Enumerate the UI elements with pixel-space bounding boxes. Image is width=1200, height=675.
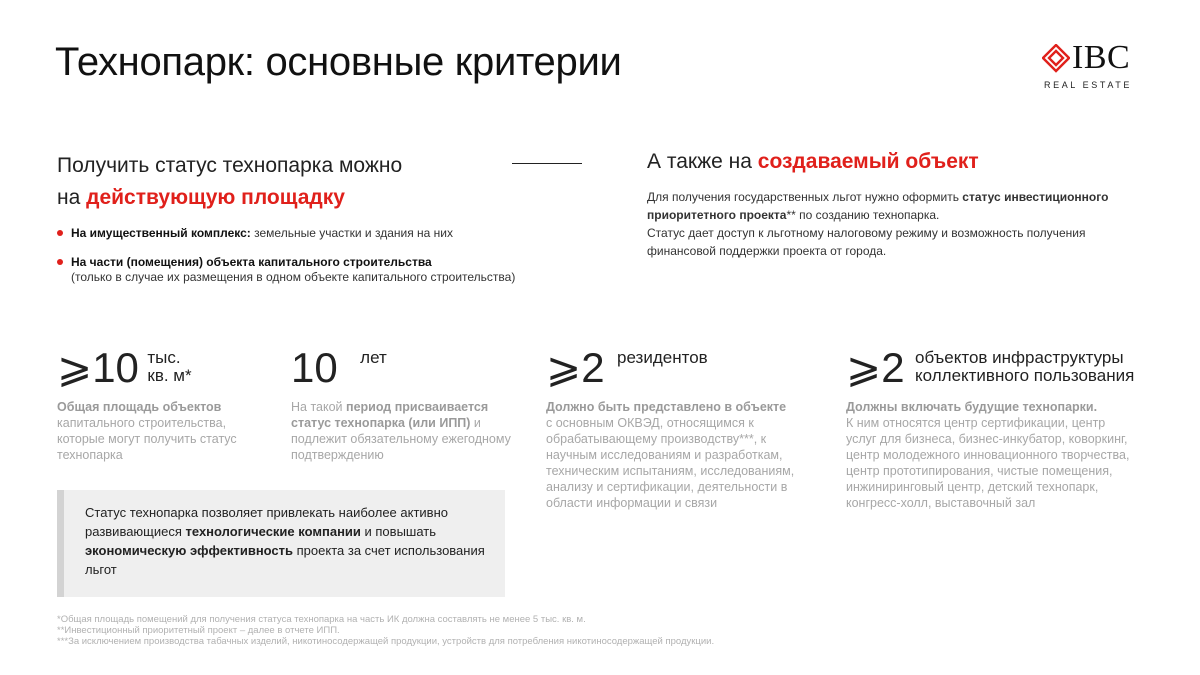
lead-line-2 [57,182,402,214]
right-heading [647,150,979,174]
note-part-1: Статус технопарка позволяет привлекать наиболее активно развивающиеся [85,505,448,539]
note-text [85,503,485,579]
stat-period [291,345,511,463]
divider-line [512,163,582,164]
logo-wordmark: IBC [1072,39,1131,76]
list-item [57,255,617,285]
stat-desc-prefix: На такой [291,400,347,414]
stat-desc-bold: период присваивается статус технопарка (или ИПП) [291,400,489,430]
stat-area [57,345,267,463]
stat-value: ⩾2 [846,344,905,391]
stat-description [291,399,511,463]
stat-unit: тыс. кв. м* [147,348,192,385]
stat-description [57,399,267,463]
footnote: *Общая площадь помещений для получения статуса технопарка на часть ИК должна составлять не менее 5 тыс. кв. м. [57,614,586,625]
list-item [57,226,617,241]
bullet-dot-icon [57,230,63,236]
stat-value: ⩾2 [546,344,605,391]
right-heading-highlight: создаваемый объект [757,150,979,173]
footnote: **Инвестиционный приоритетный проект – далее в отчете ИПП. [57,625,340,636]
bullet-bold: На части (помещения) объекта капитального строительства [71,255,432,269]
lead-highlight: действующую площадку [86,186,345,209]
stat-desc-text: К ним относятся центр сертификации, центр услуг для бизнеса, бизнес-инкубатор, коворкинг, центр молодежного инновационного творчества, центр прототипирования, чистые помещения, инжиниринговый центр, детский технопарк, конгресс-холл, выставочный зал [846,416,1130,510]
right-heading-prefix: А также на [647,150,758,173]
lead-line-1: Получить статус технопарка можно [57,154,403,177]
stat-description [846,399,1136,511]
bullet-text: земельные участки и здания на них [250,226,453,240]
stat-unit: резидентов [617,348,708,367]
stat-infrastructure [846,345,1136,511]
stat-unit: объектов инфраструктуры коллективного пользования [915,348,1135,385]
page-title: Технопарк: основные критерии [55,40,622,84]
lead-text [57,150,402,214]
bullet-dot-icon [57,259,63,265]
note-accent-bar [57,490,64,597]
diamond-logo-icon [1042,44,1070,74]
bullet-bold: На имущественный комплекс: [71,226,251,240]
lead-line-2-prefix: на [57,186,87,209]
right-para-part-2: ** по созданию технопарка. [786,208,940,222]
right-para-part-1: Для получения государственных льгот нужно оформить [647,190,963,204]
footnote: ***За исключением производства табачных изделий, никотиносодержащей продукции, устройств для потребления никотиносодержащей продукции. [57,636,715,647]
bullet-subtext: (только в случае их размещения в одном объекте капитального строительства) [71,270,516,284]
stat-desc-text: капитального строительства, которые могут получить статус технопарка [57,416,237,462]
note-part-2: и повышать [360,524,437,539]
logo-subtitle: REAL ESTATE [1044,80,1132,90]
right-para-part-3: Статус дает доступ к льготному налоговому режиму и возможность получения финансовой поддержки проекта от города. [647,226,1086,258]
stat-description [546,399,801,511]
note-part-3: проекта за счет использования льгот [85,543,485,577]
stat-desc-bold: Общая площадь объектов [57,400,222,414]
right-paragraph [647,188,1117,260]
note-bold-2: экономическую эффективность [85,543,294,558]
stat-desc-bold: Должны включать будущие технопарки. [846,400,1098,414]
stat-unit: лет [360,348,387,367]
company-logo [1040,39,1150,90]
bullet-list [57,226,617,299]
stat-value: ⩾10 [57,344,139,391]
stat-desc-bold: Должно быть представлено в объекте [546,400,787,414]
footnotes [57,614,714,647]
stat-residents [546,345,801,511]
stat-desc-text: и подлежит обязательному ежегодному подтверждению [291,416,511,462]
note-bold-1: технологические компании [185,524,361,539]
right-para-bold: статус инвестиционного приоритетного проекта [647,190,1109,222]
stat-value: 10 [291,344,338,391]
stat-desc-text: с основным ОКВЭД, относящимся к обрабатывающему производству***, к научным исследованиям и разработкам, техническим испытаниям, исследованиям, анализу и сертификации, деятельности в области информации и связи [546,416,795,510]
